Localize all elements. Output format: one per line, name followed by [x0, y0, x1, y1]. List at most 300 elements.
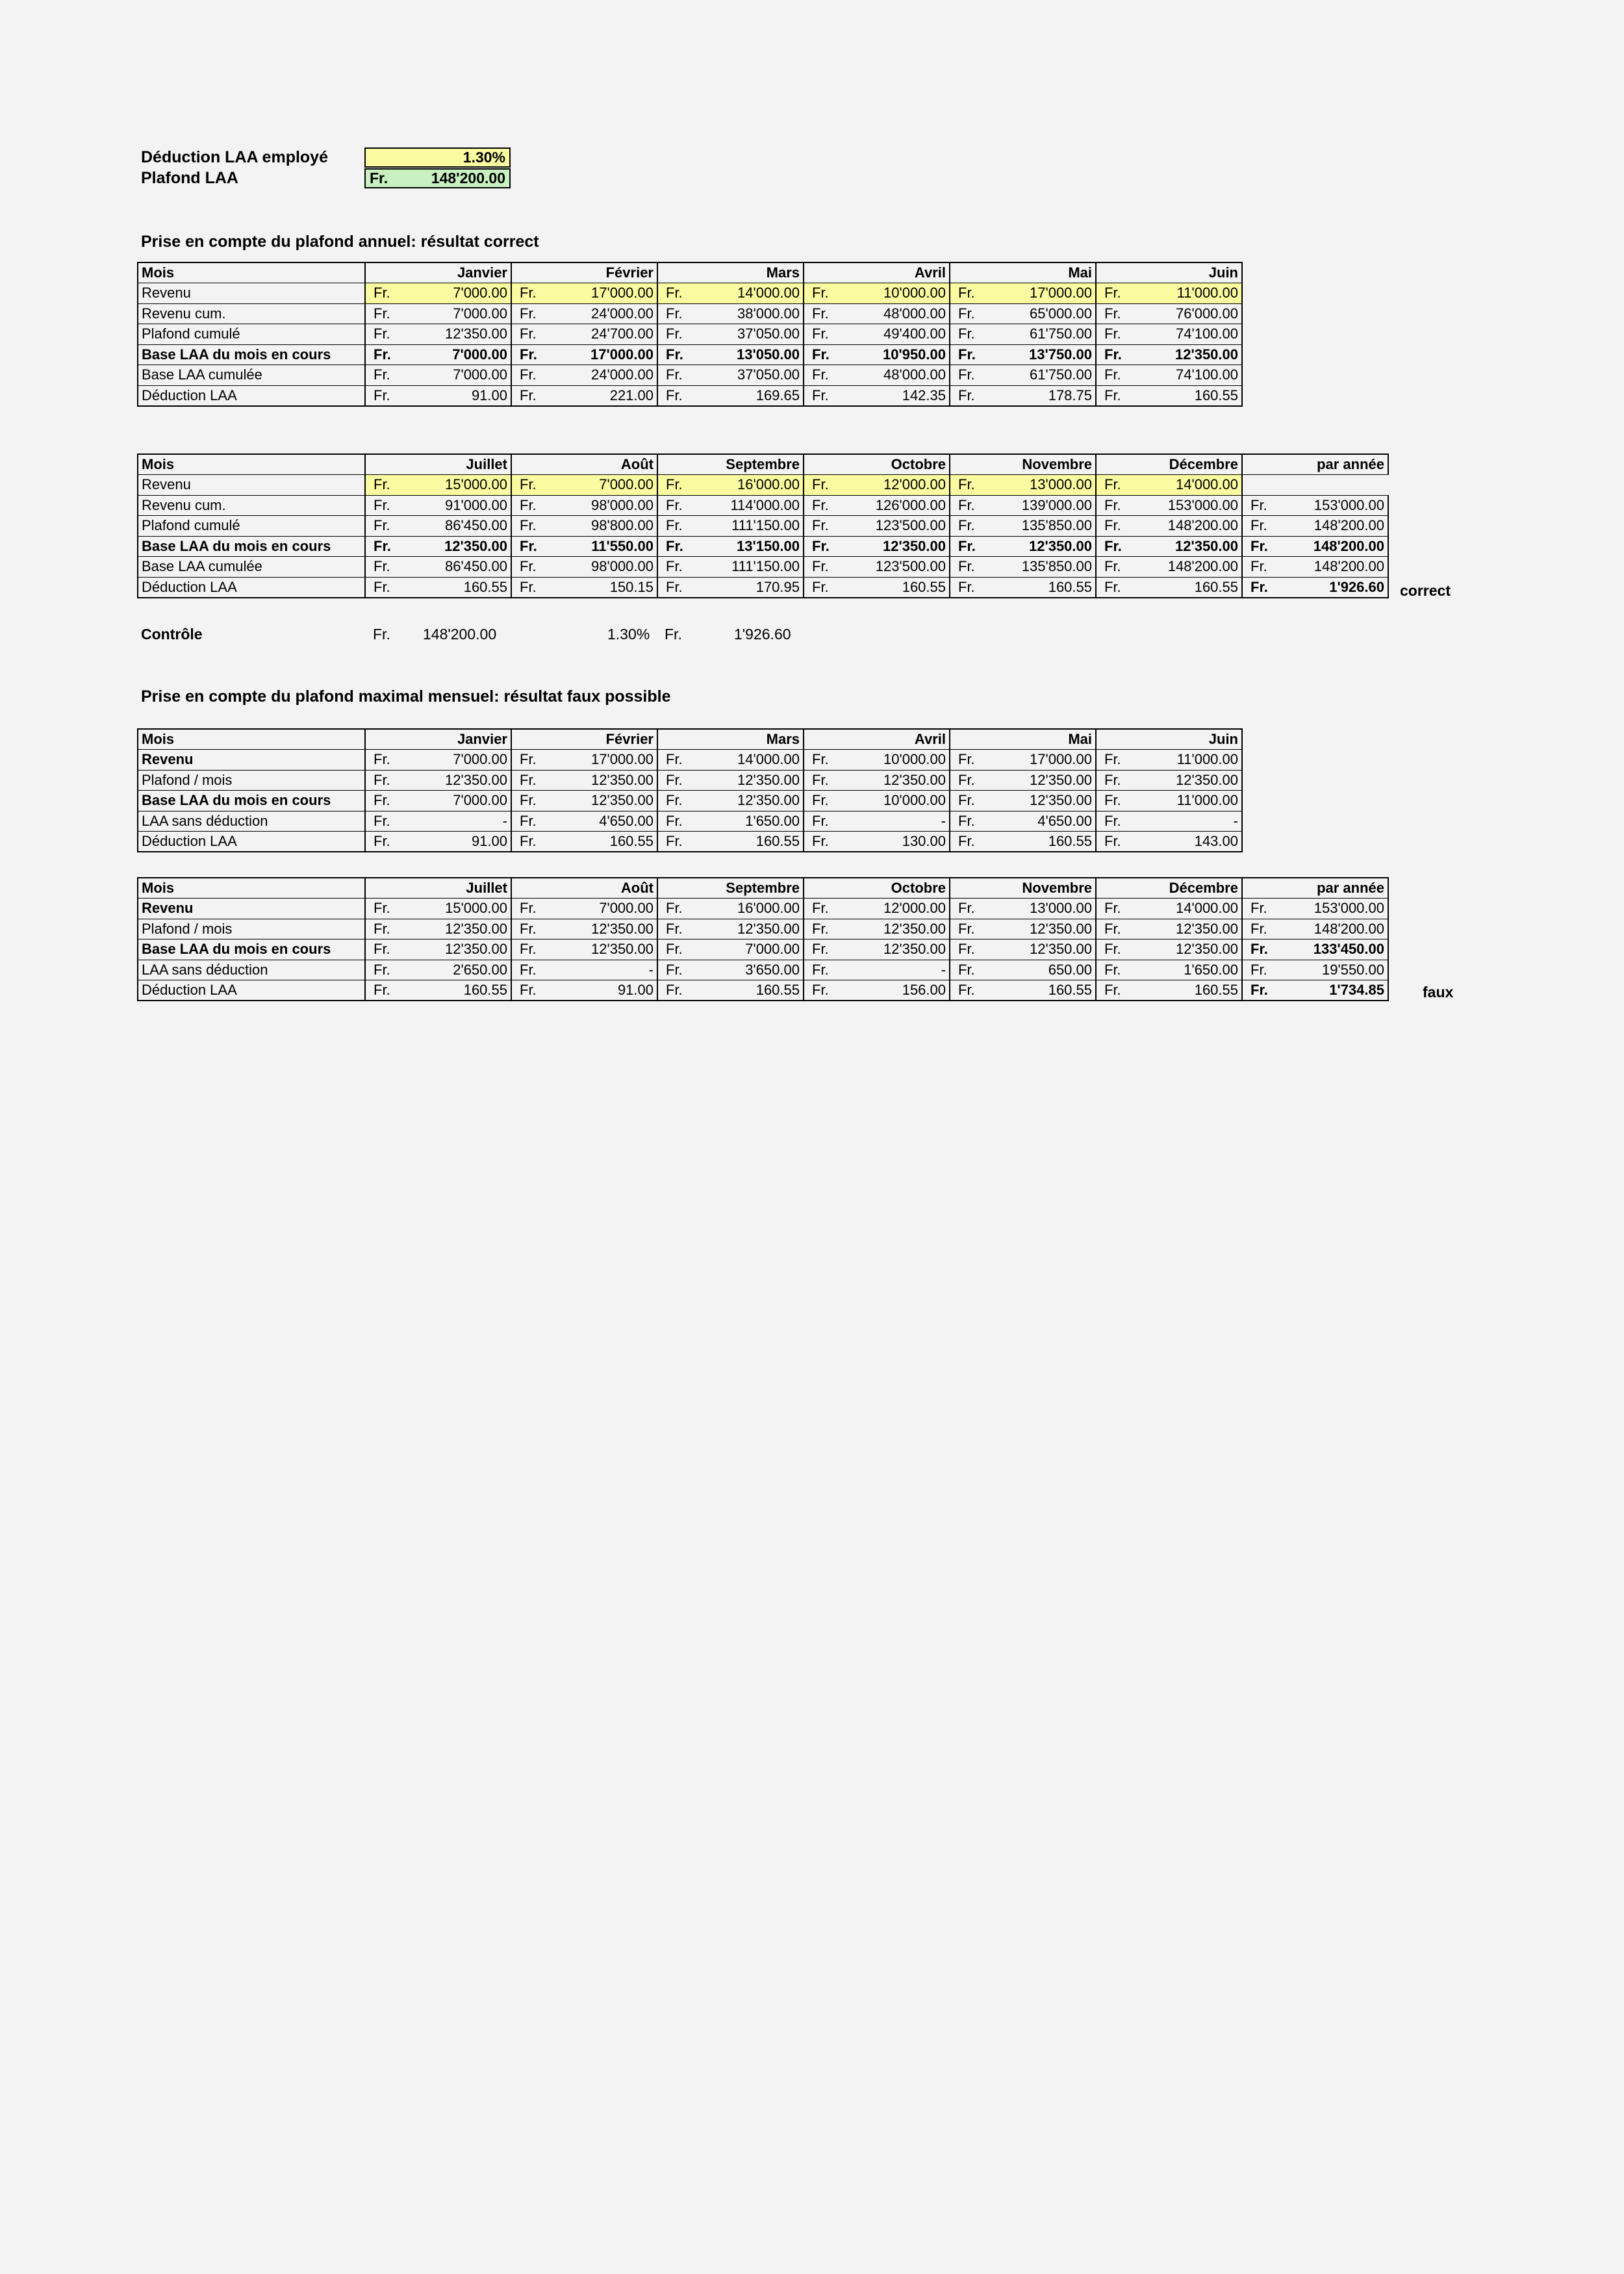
- amount-cell[interactable]: 10'000.00: [847, 791, 950, 811]
- amount-cell[interactable]: 17'000.00: [555, 750, 657, 771]
- column-header-month: Octobre: [804, 454, 950, 475]
- currency-cell: Fr.: [804, 770, 847, 791]
- column-header-month: Juin: [1096, 729, 1242, 750]
- amount-cell[interactable]: 221.00: [555, 385, 657, 406]
- amount-cell[interactable]: 91.00: [409, 832, 511, 852]
- row-label: Déduction LAA: [138, 980, 365, 1001]
- currency-cell: Fr.: [950, 344, 993, 365]
- amount-cell[interactable]: 12'350.00: [409, 939, 511, 960]
- currency-cell: Fr.: [950, 832, 993, 852]
- amount-cell[interactable]: 7'000.00: [409, 365, 511, 386]
- currency-cell: Fr.: [365, 750, 409, 771]
- currency-cell: Fr.: [511, 750, 555, 771]
- currency-cell: Fr.: [1096, 960, 1139, 980]
- currency-cell: Fr.: [1096, 791, 1139, 811]
- currency-cell: Fr.: [365, 365, 409, 386]
- amount-cell[interactable]: -: [1139, 811, 1242, 832]
- amount-cell[interactable]: 160.55: [993, 832, 1096, 852]
- currency-cell: Fr.: [511, 344, 555, 365]
- plafond-currency: Fr.: [370, 170, 388, 186]
- year-currency-cell: Fr.: [1242, 919, 1286, 939]
- currency-cell: Fr.: [657, 899, 701, 919]
- amount-cell[interactable]: 160.55: [409, 577, 511, 598]
- row-label: Revenu: [138, 475, 365, 496]
- column-header-month: Juillet: [365, 878, 511, 899]
- amount-cell[interactable]: 160.55: [701, 980, 804, 1001]
- amount-cell[interactable]: 7'000.00: [701, 939, 804, 960]
- amount-cell[interactable]: 15'000.00: [409, 899, 511, 919]
- amount-cell[interactable]: 12'350.00: [1139, 536, 1242, 557]
- amount-cell[interactable]: 12'350.00: [847, 770, 950, 791]
- amount-cell[interactable]: -: [555, 960, 657, 980]
- amount-cell[interactable]: 10'000.00: [847, 283, 950, 304]
- amount-cell[interactable]: 11'000.00: [1139, 791, 1242, 811]
- amount-cell[interactable]: 2'650.00: [409, 960, 511, 980]
- amount-cell[interactable]: 114'000.00: [701, 495, 804, 516]
- table-row: [138, 832, 1242, 852]
- currency-cell: Fr.: [1096, 577, 1139, 598]
- currency-cell: Fr.: [950, 557, 993, 578]
- table-row: [138, 899, 1388, 919]
- amount-cell[interactable]: 13'000.00: [993, 475, 1096, 496]
- amount-cell[interactable]: 650.00: [993, 960, 1096, 980]
- amount-cell[interactable]: 13'000.00: [993, 899, 1096, 919]
- table-row: [138, 385, 1242, 406]
- column-header-month: Juillet: [365, 454, 511, 475]
- amount-cell[interactable]: 12'350.00: [993, 770, 1096, 791]
- amount-cell[interactable]: 7'000.00: [409, 283, 511, 304]
- table-row: [138, 960, 1388, 980]
- year-total-cell: 148'200.00: [1286, 536, 1388, 557]
- amount-cell[interactable]: 13'050.00: [701, 344, 804, 365]
- currency-cell: Fr.: [1096, 811, 1139, 832]
- currency-cell: Fr.: [950, 980, 993, 1001]
- year-currency-cell: [1242, 475, 1286, 496]
- amount-cell[interactable]: 160.55: [1139, 385, 1242, 406]
- plafond-value: 148'200.00: [431, 170, 505, 186]
- deduction-label: Déduction LAA employé: [141, 148, 328, 166]
- column-header-month: par année: [1242, 454, 1388, 475]
- currency-cell: Fr.: [804, 495, 847, 516]
- header-row: [138, 729, 1242, 750]
- currency-cell: Fr.: [657, 536, 701, 557]
- currency-cell: Fr.: [1096, 770, 1139, 791]
- section2-title: Prise en compte du plafond maximal mensuel: résultat faux possible: [141, 687, 671, 706]
- amount-cell[interactable]: 12'350.00: [847, 939, 950, 960]
- amount-cell[interactable]: 98'000.00: [555, 557, 657, 578]
- amount-cell[interactable]: 48'000.00: [847, 365, 950, 386]
- amount-cell[interactable]: 12'350.00: [555, 919, 657, 939]
- currency-cell: Fr.: [1096, 324, 1139, 345]
- amount-cell[interactable]: 13'150.00: [701, 536, 804, 557]
- amount-cell[interactable]: 11'000.00: [1139, 283, 1242, 304]
- control-currency-2: Fr.: [665, 626, 682, 643]
- row-label: Revenu: [138, 899, 365, 919]
- currency-cell: Fr.: [804, 365, 847, 386]
- amount-cell[interactable]: 16'000.00: [701, 899, 804, 919]
- amount-cell[interactable]: 160.55: [1139, 980, 1242, 1001]
- amount-cell[interactable]: 49'400.00: [847, 324, 950, 345]
- amount-cell[interactable]: 14'000.00: [701, 283, 804, 304]
- table-row: [138, 365, 1242, 386]
- amount-cell[interactable]: 11'000.00: [1139, 750, 1242, 771]
- currency-cell: Fr.: [950, 811, 993, 832]
- currency-cell: Fr.: [657, 980, 701, 1001]
- currency-cell: Fr.: [365, 385, 409, 406]
- column-header-month: Décembre: [1096, 454, 1242, 475]
- row-label: Base LAA cumulée: [138, 557, 365, 578]
- amount-cell[interactable]: 37'050.00: [701, 365, 804, 386]
- amount-cell[interactable]: 12'350.00: [847, 536, 950, 557]
- currency-cell: Fr.: [657, 516, 701, 537]
- row-label: Base LAA du mois en cours: [138, 344, 365, 365]
- column-header-month: Janvier: [365, 729, 511, 750]
- currency-cell: Fr.: [365, 303, 409, 324]
- amount-cell[interactable]: 11'550.00: [555, 536, 657, 557]
- amount-cell[interactable]: 160.55: [1139, 577, 1242, 598]
- amount-cell[interactable]: 7'000.00: [409, 344, 511, 365]
- amount-cell[interactable]: 48'000.00: [847, 303, 950, 324]
- amount-cell[interactable]: 17'000.00: [555, 283, 657, 304]
- amount-cell[interactable]: 12'350.00: [409, 324, 511, 345]
- amount-cell[interactable]: 61'750.00: [993, 324, 1096, 345]
- amount-cell[interactable]: 7'000.00: [555, 899, 657, 919]
- amount-cell[interactable]: 12'350.00: [409, 536, 511, 557]
- amount-cell[interactable]: 169.65: [701, 385, 804, 406]
- amount-cell[interactable]: 91.00: [409, 385, 511, 406]
- currency-cell: Fr.: [511, 283, 555, 304]
- currency-cell: Fr.: [365, 960, 409, 980]
- table-monthly-jul-dec: [137, 877, 1389, 1001]
- currency-cell: Fr.: [511, 770, 555, 791]
- amount-cell[interactable]: 16'000.00: [701, 475, 804, 496]
- currency-cell: Fr.: [511, 791, 555, 811]
- currency-cell: Fr.: [804, 832, 847, 852]
- row-label: Base LAA du mois en cours: [138, 536, 365, 557]
- column-header-month: Juin: [1096, 262, 1242, 283]
- amount-cell[interactable]: 91'000.00: [409, 495, 511, 516]
- amount-cell[interactable]: 12'350.00: [1139, 939, 1242, 960]
- year-total-cell: 148'200.00: [1286, 557, 1388, 578]
- amount-cell[interactable]: 12'350.00: [993, 919, 1096, 939]
- amount-cell[interactable]: 160.55: [993, 577, 1096, 598]
- control-currency-1: Fr.: [373, 626, 390, 643]
- currency-cell: Fr.: [365, 495, 409, 516]
- amount-cell[interactable]: 153'000.00: [1139, 495, 1242, 516]
- table-row: [138, 324, 1242, 345]
- amount-cell[interactable]: 170.95: [701, 577, 804, 598]
- currency-cell: Fr.: [657, 385, 701, 406]
- currency-cell: Fr.: [950, 303, 993, 324]
- amount-cell[interactable]: 7'000.00: [555, 475, 657, 496]
- currency-cell: Fr.: [804, 303, 847, 324]
- currency-cell: Fr.: [365, 770, 409, 791]
- table-row: [138, 283, 1242, 304]
- amount-cell[interactable]: 24'700.00: [555, 324, 657, 345]
- amount-cell[interactable]: 24'000.00: [555, 303, 657, 324]
- year-total-cell: 19'550.00: [1286, 960, 1388, 980]
- amount-cell[interactable]: 150.15: [555, 577, 657, 598]
- amount-cell[interactable]: 12'350.00: [701, 919, 804, 939]
- amount-cell[interactable]: 61'750.00: [993, 365, 1096, 386]
- amount-cell[interactable]: 123'500.00: [847, 557, 950, 578]
- currency-cell: Fr.: [657, 344, 701, 365]
- amount-cell[interactable]: 14'000.00: [701, 750, 804, 771]
- column-header-month: Mars: [657, 262, 804, 283]
- amount-cell[interactable]: 12'350.00: [701, 770, 804, 791]
- amount-cell[interactable]: 12'350.00: [1139, 344, 1242, 365]
- currency-cell: Fr.: [365, 344, 409, 365]
- amount-cell[interactable]: 12'350.00: [555, 939, 657, 960]
- amount-cell[interactable]: 160.55: [555, 832, 657, 852]
- amount-cell[interactable]: -: [409, 811, 511, 832]
- amount-cell[interactable]: 74'100.00: [1139, 324, 1242, 345]
- amount-cell[interactable]: 7'000.00: [409, 791, 511, 811]
- currency-cell: Fr.: [804, 750, 847, 771]
- currency-cell: Fr.: [511, 899, 555, 919]
- row-label: Revenu cum.: [138, 303, 365, 324]
- amount-cell[interactable]: 160.55: [409, 980, 511, 1001]
- currency-cell: Fr.: [511, 475, 555, 496]
- amount-cell[interactable]: 74'100.00: [1139, 365, 1242, 386]
- amount-cell[interactable]: 17'000.00: [993, 750, 1096, 771]
- table-row: [138, 770, 1242, 791]
- currency-cell: Fr.: [804, 475, 847, 496]
- amount-cell[interactable]: 15'000.00: [409, 475, 511, 496]
- amount-cell[interactable]: 148'200.00: [1139, 557, 1242, 578]
- currency-cell: Fr.: [657, 939, 701, 960]
- plafond-cell[interactable]: [364, 168, 511, 188]
- amount-cell[interactable]: 98'800.00: [555, 516, 657, 537]
- table-row: [138, 791, 1242, 811]
- amount-cell[interactable]: 4'650.00: [993, 811, 1096, 832]
- row-label: Plafond cumulé: [138, 516, 365, 537]
- amount-cell[interactable]: 143.00: [1139, 832, 1242, 852]
- currency-cell: Fr.: [511, 303, 555, 324]
- amount-cell[interactable]: 12'000.00: [847, 475, 950, 496]
- amount-cell[interactable]: 76'000.00: [1139, 303, 1242, 324]
- amount-cell[interactable]: 12'350.00: [993, 939, 1096, 960]
- currency-cell: Fr.: [657, 832, 701, 852]
- row-label: Plafond / mois: [138, 770, 365, 791]
- amount-cell[interactable]: 65'000.00: [993, 303, 1096, 324]
- currency-cell: Fr.: [657, 475, 701, 496]
- column-header-month: Avril: [804, 262, 950, 283]
- column-header-month: Août: [511, 454, 657, 475]
- amount-cell[interactable]: 12'350.00: [555, 791, 657, 811]
- year-total-cell: 148'200.00: [1286, 516, 1388, 537]
- amount-cell[interactable]: 14'000.00: [1139, 899, 1242, 919]
- currency-cell: Fr.: [1096, 475, 1139, 496]
- column-header-label: Mois: [138, 262, 365, 283]
- amount-cell[interactable]: 98'000.00: [555, 495, 657, 516]
- amount-cell[interactable]: 160.55: [847, 577, 950, 598]
- year-currency-cell: Fr.: [1242, 939, 1286, 960]
- amount-cell[interactable]: 12'350.00: [847, 919, 950, 939]
- amount-cell[interactable]: -: [847, 960, 950, 980]
- amount-cell[interactable]: 12'000.00: [847, 899, 950, 919]
- currency-cell: Fr.: [511, 324, 555, 345]
- currency-cell: Fr.: [1096, 919, 1139, 939]
- deduction-rate-cell[interactable]: [364, 147, 511, 168]
- currency-cell: Fr.: [1096, 557, 1139, 578]
- currency-cell: Fr.: [511, 365, 555, 386]
- currency-cell: Fr.: [950, 324, 993, 345]
- row-label: Base LAA du mois en cours: [138, 939, 365, 960]
- amount-cell[interactable]: 12'350.00: [993, 536, 1096, 557]
- currency-cell: Fr.: [511, 557, 555, 578]
- amount-cell[interactable]: 10'950.00: [847, 344, 950, 365]
- table-row: [138, 577, 1388, 598]
- currency-cell: Fr.: [804, 791, 847, 811]
- control-rate: 1.30%: [607, 626, 650, 643]
- column-header-month: Septembre: [657, 878, 804, 899]
- table-row: [138, 475, 1388, 496]
- amount-cell[interactable]: 148'200.00: [1139, 516, 1242, 537]
- table-row: [138, 919, 1388, 939]
- currency-cell: Fr.: [365, 811, 409, 832]
- amount-cell[interactable]: -: [847, 811, 950, 832]
- currency-cell: Fr.: [511, 577, 555, 598]
- column-header-month: Février: [511, 262, 657, 283]
- amount-cell[interactable]: 3'650.00: [701, 960, 804, 980]
- currency-cell: Fr.: [511, 919, 555, 939]
- currency-cell: Fr.: [950, 495, 993, 516]
- column-header-label: Mois: [138, 454, 365, 475]
- amount-cell[interactable]: 160.55: [993, 980, 1096, 1001]
- deduction-rate-value: 1.30%: [463, 149, 505, 166]
- amount-cell[interactable]: 24'000.00: [555, 365, 657, 386]
- amount-cell[interactable]: 111'150.00: [701, 557, 804, 578]
- section1-result: correct: [1400, 582, 1451, 599]
- amount-cell[interactable]: 12'350.00: [993, 791, 1096, 811]
- row-label: Revenu cum.: [138, 495, 365, 516]
- currency-cell: Fr.: [804, 324, 847, 345]
- amount-cell[interactable]: 126'000.00: [847, 495, 950, 516]
- column-header-month: Novembre: [950, 878, 1096, 899]
- amount-cell[interactable]: 1'650.00: [701, 811, 804, 832]
- table-annual-jul-dec: [137, 454, 1389, 598]
- currency-cell: Fr.: [365, 516, 409, 537]
- amount-cell[interactable]: 156.00: [847, 980, 950, 1001]
- amount-cell[interactable]: 12'350.00: [555, 770, 657, 791]
- amount-cell[interactable]: 7'000.00: [409, 303, 511, 324]
- currency-cell: Fr.: [365, 980, 409, 1001]
- year-total-cell: [1286, 475, 1388, 496]
- currency-cell: Fr.: [511, 939, 555, 960]
- amount-cell[interactable]: 86'450.00: [409, 557, 511, 578]
- amount-cell[interactable]: 12'350.00: [701, 791, 804, 811]
- section2-result: faux: [1423, 984, 1454, 1001]
- currency-cell: Fr.: [657, 577, 701, 598]
- currency-cell: Fr.: [1096, 832, 1139, 852]
- year-currency-cell: Fr.: [1242, 980, 1286, 1001]
- amount-cell[interactable]: 14'000.00: [1139, 475, 1242, 496]
- table-row: [138, 939, 1388, 960]
- year-currency-cell: Fr.: [1242, 536, 1286, 557]
- currency-cell: Fr.: [1096, 980, 1139, 1001]
- amount-cell[interactable]: 17'000.00: [993, 283, 1096, 304]
- row-label: Plafond / mois: [138, 919, 365, 939]
- header-row: [138, 454, 1388, 475]
- currency-cell: Fr.: [657, 811, 701, 832]
- table-row: [138, 557, 1388, 578]
- currency-cell: Fr.: [804, 536, 847, 557]
- amount-cell[interactable]: 123'500.00: [847, 516, 950, 537]
- amount-cell[interactable]: 139'000.00: [993, 495, 1096, 516]
- currency-cell: Fr.: [365, 832, 409, 852]
- currency-cell: Fr.: [511, 385, 555, 406]
- amount-cell[interactable]: 111'150.00: [701, 516, 804, 537]
- row-label: Revenu: [138, 283, 365, 304]
- amount-cell[interactable]: 10'000.00: [847, 750, 950, 771]
- currency-cell: Fr.: [365, 791, 409, 811]
- row-label: Base LAA du mois en cours: [138, 791, 365, 811]
- amount-cell[interactable]: 13'750.00: [993, 344, 1096, 365]
- currency-cell: Fr.: [804, 516, 847, 537]
- currency-cell: Fr.: [511, 960, 555, 980]
- currency-cell: Fr.: [804, 577, 847, 598]
- amount-cell[interactable]: 12'350.00: [409, 919, 511, 939]
- column-header-month: Mai: [950, 729, 1096, 750]
- amount-cell[interactable]: 7'000.00: [409, 750, 511, 771]
- currency-cell: Fr.: [950, 577, 993, 598]
- currency-cell: Fr.: [511, 980, 555, 1001]
- amount-cell[interactable]: 4'650.00: [555, 811, 657, 832]
- amount-cell[interactable]: 12'350.00: [1139, 770, 1242, 791]
- year-currency-cell: Fr.: [1242, 960, 1286, 980]
- table-annual-jan-jun: [137, 262, 1243, 407]
- amount-cell[interactable]: 130.00: [847, 832, 950, 852]
- column-header-month: Avril: [804, 729, 950, 750]
- year-total-cell: 153'000.00: [1286, 495, 1388, 516]
- row-label: Déduction LAA: [138, 385, 365, 406]
- column-header-month: Février: [511, 729, 657, 750]
- amount-cell[interactable]: 1'650.00: [1139, 960, 1242, 980]
- currency-cell: Fr.: [511, 832, 555, 852]
- currency-cell: Fr.: [950, 791, 993, 811]
- amount-cell[interactable]: 91.00: [555, 980, 657, 1001]
- currency-cell: Fr.: [1096, 303, 1139, 324]
- amount-cell[interactable]: 12'350.00: [1139, 919, 1242, 939]
- year-currency-cell: Fr.: [1242, 557, 1286, 578]
- currency-cell: Fr.: [804, 960, 847, 980]
- row-label: Déduction LAA: [138, 577, 365, 598]
- amount-cell[interactable]: 142.35: [847, 385, 950, 406]
- amount-cell[interactable]: 135'850.00: [993, 557, 1096, 578]
- table-row: [138, 303, 1242, 324]
- currency-cell: Fr.: [511, 536, 555, 557]
- amount-cell[interactable]: 17'000.00: [555, 344, 657, 365]
- amount-cell[interactable]: 135'850.00: [993, 516, 1096, 537]
- year-currency-cell: Fr.: [1242, 577, 1286, 598]
- amount-cell[interactable]: 86'450.00: [409, 516, 511, 537]
- currency-cell: Fr.: [1096, 516, 1139, 537]
- amount-cell[interactable]: 178.75: [993, 385, 1096, 406]
- amount-cell[interactable]: 160.55: [701, 832, 804, 852]
- currency-cell: Fr.: [365, 557, 409, 578]
- amount-cell[interactable]: 12'350.00: [409, 770, 511, 791]
- column-header-month: Octobre: [804, 878, 950, 899]
- currency-cell: Fr.: [365, 283, 409, 304]
- amount-cell[interactable]: 37'050.00: [701, 324, 804, 345]
- currency-cell: Fr.: [657, 960, 701, 980]
- header-row: [138, 878, 1388, 899]
- table-row: [138, 344, 1242, 365]
- amount-cell[interactable]: 38'000.00: [701, 303, 804, 324]
- currency-cell: Fr.: [950, 939, 993, 960]
- header-row: [138, 262, 1242, 283]
